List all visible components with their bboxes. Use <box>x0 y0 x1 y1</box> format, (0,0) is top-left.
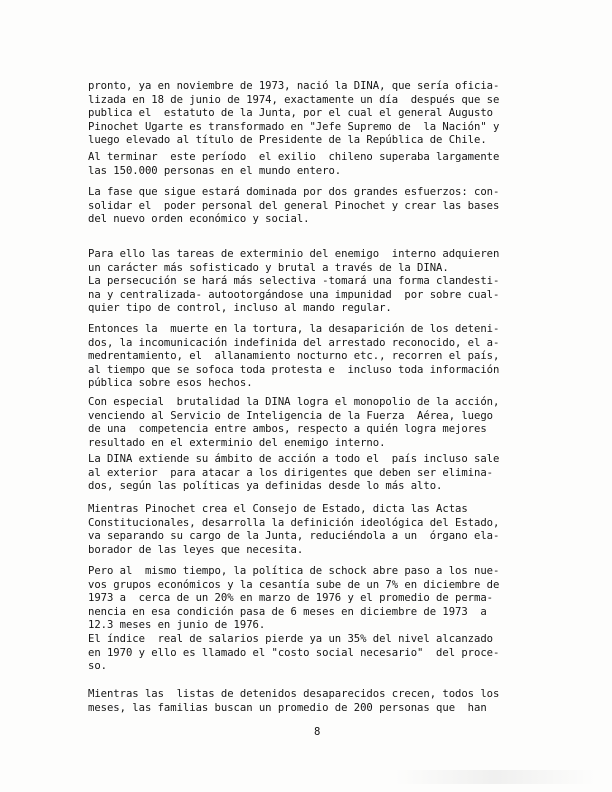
text-line: resultado en el exterminio del enemigo interno. <box>88 436 386 449</box>
text-line: Pero al mismo tiempo, la política de schock abre paso a los nue- <box>88 565 500 577</box>
text-line: borador de las leyes que necesita. <box>88 543 304 556</box>
paragraph-disappeared <box>88 688 558 715</box>
paragraph-monopoly <box>88 396 558 450</box>
text-line: venciendo al Servicio de Inteligencia de la Fuerza Aérea, luego <box>88 409 493 422</box>
text-line: pronto, ya en noviembre de 1973, nació la DINA, que sería oficia- <box>88 80 500 92</box>
paragraph-dina-abroad <box>88 453 558 494</box>
text-line: lizada en 18 de junio de 1974, exactamente un día después que se <box>88 93 500 106</box>
text-line: medrentamiento, el allanamiento nocturno etc., recorren el país, <box>88 350 500 363</box>
paragraph-exile <box>88 151 558 178</box>
text-line: dos, la incomunicación indefinida del arrestado reconocido, el a- <box>88 336 500 349</box>
paragraph-consejo-estado <box>88 503 558 557</box>
text-line: Para ello las tareas de exterminio del enemigo interno adquieren <box>88 248 500 260</box>
text-line: las 150.000 personas en el mundo entero. <box>88 164 342 177</box>
text-line: de una competencia entre ambos, respecto a quién logra mejores <box>88 423 487 436</box>
scan-artifact <box>395 770 595 784</box>
paragraph-dina-origin <box>88 80 558 148</box>
text-line: solidar el poder personal del general Pinochet y crear las bases <box>88 199 500 212</box>
text-line: 12.3 meses en junio de 1976. <box>88 619 266 632</box>
text-line: La persecución se hará más selectiva -tomará una forma clandesti- <box>88 275 500 288</box>
paragraph-salaries <box>88 633 558 674</box>
text-line: Constitucionales, desarrolla la definición ideológica del Estado, <box>88 516 500 529</box>
text-line: quier tipo de control, incluso al mando regular. <box>88 302 392 315</box>
text-line: nencia en esa condición pasa de 6 meses en diciembre de 1973 a <box>88 605 487 618</box>
text-line: vos grupos económicos y la cesantía sube de un 7% en diciembre de <box>88 578 500 591</box>
text-line: La fase que sigue estará dominada por dos grandes esfuerzos: con- <box>88 186 500 198</box>
text-line: Mientras Pinochet crea el Consejo de Estado, dicta las Actas <box>88 503 468 515</box>
text-line: un carácter más sofisticado y brutal a través de la DINA. <box>88 261 449 274</box>
page-number: 8 <box>314 726 321 738</box>
text-line: luego elevado al título de Presidente de la República de Chile. <box>88 134 487 147</box>
text-line: 1973 a cerca de un 20% en marzo de 1976 y el promedio de perma- <box>88 592 493 605</box>
paragraph-shock-policy <box>88 565 558 633</box>
text-line: va separando su cargo de la Junta, reduciéndola a un órgano ela- <box>88 530 500 543</box>
text-line: Pinochet Ugarte es transformado en "Jefe Supremo de la Nación" y <box>88 120 500 133</box>
text-line: Al terminar este período el exilio chileno superaba largamente <box>88 151 500 163</box>
text-line: Con especial brutalidad la DINA logra el monopolio de la acción, <box>88 396 500 408</box>
text-line: na y centralizada- autootorgándose una impunidad por sobre cual- <box>88 288 500 301</box>
paragraph-extermination <box>88 248 558 316</box>
text-line: meses, las familias buscan un promedio de 200 personas que han <box>88 701 487 714</box>
text-line: Mientras las listas de detenidos desaparecidos crecen, todos los <box>88 688 500 700</box>
text-line: so. <box>88 660 107 673</box>
text-line: pública sobre esos hechos. <box>88 377 253 390</box>
text-line: en 1970 y ello es llamado el "costo social necesario" del proce- <box>88 646 500 659</box>
text-line: del nuevo orden económico y social. <box>88 213 310 226</box>
paragraph-torture <box>88 323 558 391</box>
text-line: al exterior para atacar a los dirigentes que deben ser elimina- <box>88 466 493 479</box>
text-line: dos, según las políticas ya definidas desde lo más alto. <box>88 480 443 493</box>
text-line: al tiempo que se sofoca toda protesta e incluso toda información <box>88 363 500 376</box>
paragraph-next-phase <box>88 186 558 227</box>
text-line: Entonces la muerte en la tortura, la desaparición de los deteni- <box>88 323 500 335</box>
text-line: La DINA extiende su ámbito de acción a todo el país incluso sale <box>88 453 500 465</box>
text-line: El índice real de salarios pierde ya un 35% del nivel alcanzado <box>88 633 493 645</box>
text-line: publica el estatuto de la Junta, por el cual el general Augusto <box>88 107 493 120</box>
